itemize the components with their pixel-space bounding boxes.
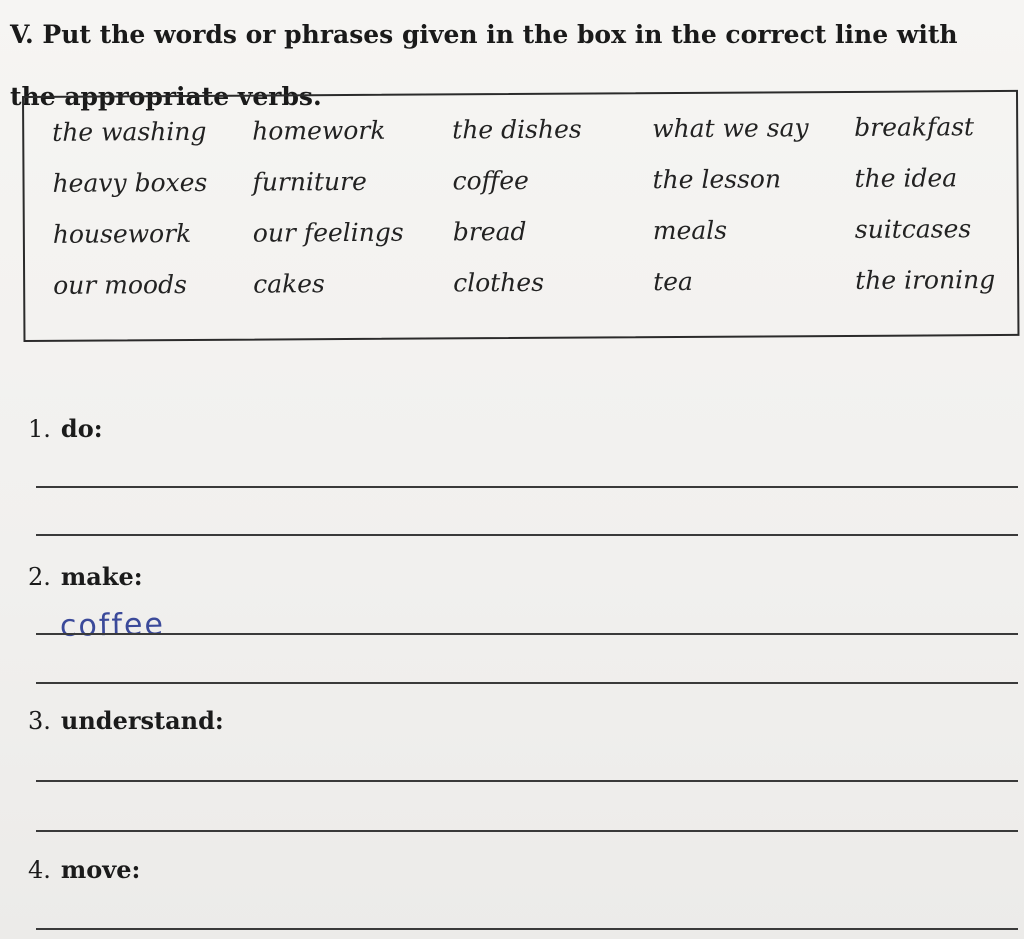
question-number: 4. xyxy=(28,856,51,884)
question-2 xyxy=(28,562,143,591)
answer-line[interactable] xyxy=(36,534,1018,536)
question-verb: make: xyxy=(60,562,143,591)
question-verb: move: xyxy=(60,855,141,884)
word-item: the idea xyxy=(854,163,958,193)
question-verb: understand: xyxy=(60,706,224,735)
question-number: 2. xyxy=(28,563,51,591)
word-item: coffee xyxy=(452,165,529,196)
question-1 xyxy=(28,414,103,443)
word-grid xyxy=(52,112,1024,322)
question-3 xyxy=(28,706,224,735)
word-item: clothes xyxy=(453,267,545,298)
question-4 xyxy=(28,855,140,884)
word-item: the washing xyxy=(52,116,207,147)
word-item: the lesson xyxy=(652,164,782,195)
handwritten-answer: coffee xyxy=(59,607,166,644)
question-verb: do: xyxy=(60,414,103,443)
answer-line[interactable] xyxy=(36,486,1018,488)
word-box xyxy=(22,90,1019,342)
word-item: the dishes xyxy=(452,114,582,145)
word-item: breakfast xyxy=(854,112,975,142)
exercise-heading: V. Put the words or phrases given in the box in the correct line with the appropriate verbs. xyxy=(10,20,958,111)
word-item: homework xyxy=(252,115,386,146)
answer-line[interactable] xyxy=(36,682,1018,684)
answer-line[interactable] xyxy=(36,928,1018,930)
word-item: suitcases xyxy=(854,214,972,244)
word-item: what we say xyxy=(652,113,809,144)
answer-line[interactable] xyxy=(36,633,1018,635)
word-item: our feelings xyxy=(252,217,404,248)
word-item: the ironing xyxy=(855,265,996,295)
word-item: furniture xyxy=(252,166,367,197)
word-item: tea xyxy=(653,266,693,297)
answer-line[interactable] xyxy=(36,830,1018,832)
word-item: bread xyxy=(452,216,527,247)
word-item: heavy boxes xyxy=(52,167,208,198)
word-item: cakes xyxy=(253,269,325,299)
word-item: housework xyxy=(52,218,192,249)
question-number: 1. xyxy=(28,415,51,443)
word-item: our moods xyxy=(53,269,187,300)
answer-line[interactable] xyxy=(36,780,1018,782)
word-item: meals xyxy=(652,215,728,246)
question-number: 3. xyxy=(28,707,51,735)
